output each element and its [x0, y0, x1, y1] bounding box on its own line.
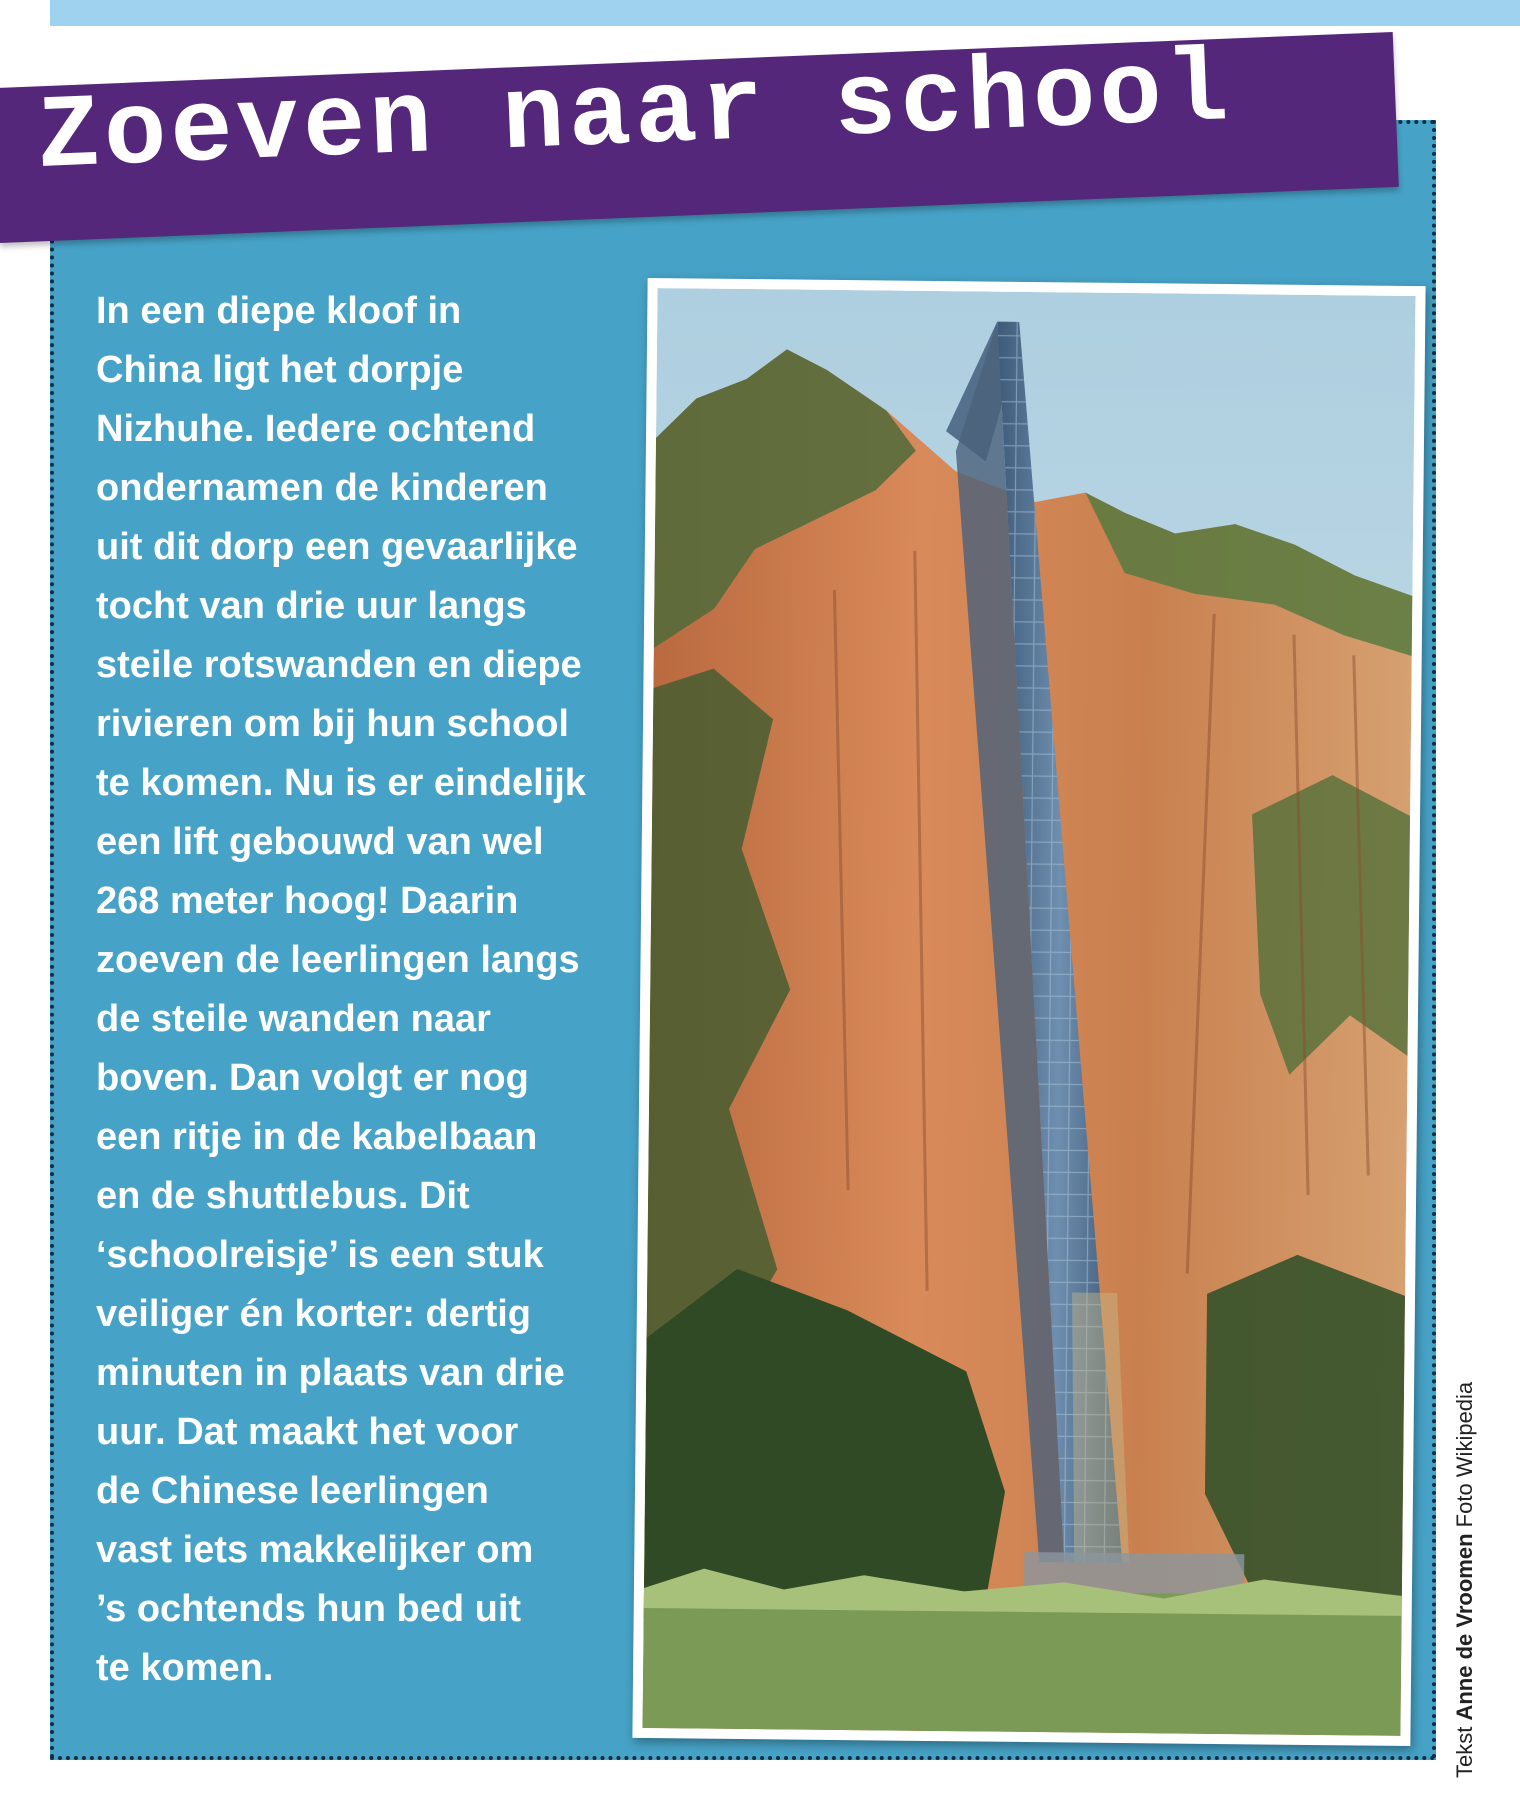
top-color-band: [50, 0, 1520, 26]
body-line: de steile wanden naar: [96, 998, 491, 1040]
body-line: China ligt het dorpje: [96, 349, 464, 391]
body-line: uur. Dat maakt het voor: [96, 1411, 519, 1453]
body-line: de Chinese leerlingen: [96, 1470, 489, 1512]
body-line: Nizhuhe. Iedere ochtend: [96, 408, 536, 450]
body-line: een lift gebouwd van wel: [96, 821, 544, 863]
body-line: ondernamen de kinderen: [96, 467, 548, 509]
article-body: [96, 282, 656, 1698]
body-line: 268 meter hoog! Daarin: [96, 880, 519, 922]
body-line: en de shuttlebus. Dit: [96, 1175, 470, 1217]
body-line: In een diepe kloof in: [96, 290, 462, 332]
credit-photo-label: Foto Wikipedia: [1452, 1381, 1477, 1528]
body-line: uit dit dorp een gevaarlijke: [96, 526, 578, 568]
credit-text-label: Tekst: [1452, 1726, 1477, 1778]
body-line: steile rotswanden en diepe: [96, 644, 582, 686]
article-title: Zoeven naar school: [35, 32, 1235, 199]
body-line: rivieren om bij hun school: [96, 703, 569, 745]
body-line: veiliger én korter: dertig: [96, 1293, 532, 1335]
body-line: zoeven de leerlingen langs: [96, 939, 580, 981]
page-edge: [1500, 120, 1520, 1760]
body-line: ’s ochtends hun bed uit: [96, 1588, 522, 1630]
body-line: minuten in plaats van drie: [96, 1352, 565, 1394]
photo-credit: [1452, 1338, 1478, 1778]
photo-frame: [632, 278, 1425, 1746]
body-line: boven. Dan volgt er nog: [96, 1057, 529, 1099]
body-line: vast iets makkelijker om: [96, 1529, 534, 1571]
body-line: te komen. Nu is er eindelijk: [96, 762, 586, 804]
elevator-cliff-photo: [642, 288, 1415, 1736]
credit-author: Anne de Vroomen: [1452, 1533, 1477, 1721]
body-line: ‘schoolreisje’ is een stuk: [96, 1234, 544, 1276]
body-line: een ritje in de kabelbaan: [96, 1116, 538, 1158]
body-line: tocht van drie uur langs: [96, 585, 527, 627]
body-line: te komen.: [96, 1647, 274, 1689]
